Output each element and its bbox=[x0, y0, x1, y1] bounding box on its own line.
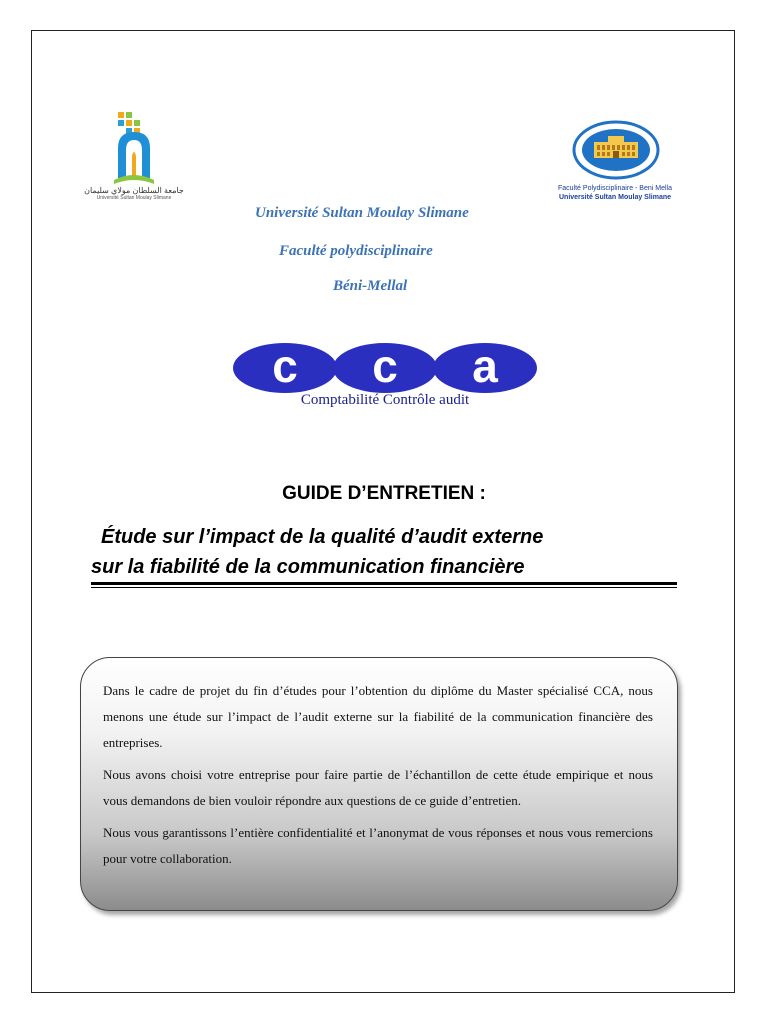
cca-tagline: Comptabilité Contrôle audit bbox=[300, 392, 470, 408]
seal-caption-line2: Université Sultan Moulay Slimane bbox=[558, 194, 672, 201]
cca-letter-3: a bbox=[472, 342, 498, 392]
title-underline bbox=[91, 582, 677, 585]
cca-letter-1: c bbox=[272, 342, 298, 392]
intro-paragraph-3: Nous vous garantissons l’entière confidentialité et l’anonymat de vous réponses et nous vous remercions pour votre collaboration. bbox=[103, 825, 653, 866]
university-logo-left-caption bbox=[78, 186, 190, 202]
intro-paragraph-1: Dans le cadre de projet du fin d’études pour l’obtention du diplôme du Master spécialisé CCA, nous menons une étude sur l’impact de l’audit externe sur la fiabilité de la communication financière des entreprises. bbox=[103, 683, 653, 750]
faculty-seal-right bbox=[572, 120, 660, 180]
subtitle-line-1: Étude sur l’impact de la qualité d’audit externe bbox=[101, 526, 544, 548]
faculty-seal-caption bbox=[540, 184, 690, 202]
university-name: Université Sultan Moulay Slimane bbox=[255, 205, 469, 221]
city-name: Béni-Mellal bbox=[333, 278, 408, 294]
logo-left-french: Université Sultan Moulay Slimane bbox=[96, 195, 172, 201]
subtitle-line-2: sur la fiabilité de la communication financière bbox=[91, 556, 525, 578]
cca-logo bbox=[230, 342, 540, 408]
intro-paragraph-2: Nous avons choisi votre entreprise pour faire partie de l’échantillon de cette étude empirique et nous vous demandons de bien vouloir répondre aux questions de ce guide d’entretien. bbox=[103, 767, 653, 808]
intro-box bbox=[80, 657, 678, 911]
logo-left-arabic: جامعة السلطان مولاي سليمان bbox=[84, 186, 184, 195]
seal-caption-line1: Faculté Polydisciplinaire - Beni Mella bbox=[558, 185, 672, 192]
faculty-name: Faculté polydisciplinaire bbox=[279, 243, 433, 259]
guide-title: GUIDE D’ENTRETIEN : bbox=[282, 483, 486, 504]
cca-letter-2: c bbox=[372, 342, 398, 392]
title-underline-thin bbox=[91, 587, 677, 588]
